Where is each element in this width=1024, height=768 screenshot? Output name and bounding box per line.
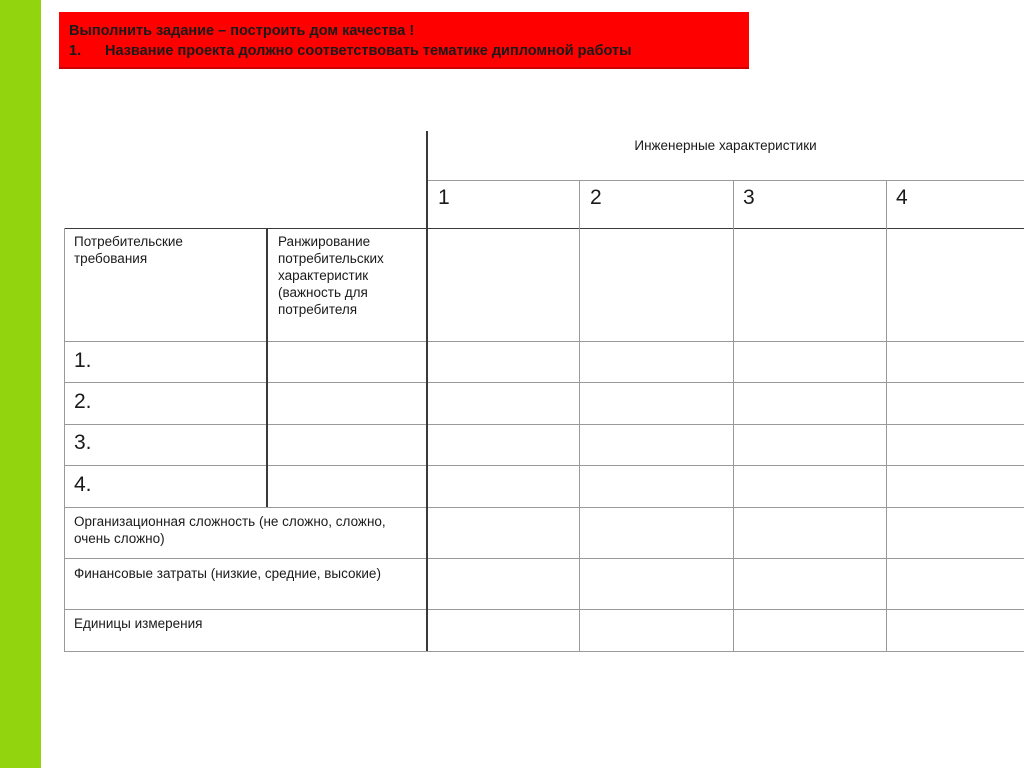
ranking-header: Ранжирование потребительских характеристик (важность для потребителя [278,234,384,317]
organizational-complexity-row: Организационная сложность (не сложно, сложно, очень сложно) [74,514,386,546]
grid-line [427,180,1024,181]
grid-line [64,382,1024,383]
grid-line [579,180,580,651]
characteristic-column-1: 1 [438,186,450,209]
grid-line [64,651,1024,652]
grid-line [64,558,1024,559]
banner-line-1: Выполнить задание – построить дом качества ! [69,23,415,39]
characteristic-column-4: 4 [896,186,908,209]
grid-line [64,507,1024,508]
grid-line [886,180,887,651]
left-accent-bar [0,0,41,768]
grid-line [64,228,65,651]
banner-item-text: Название проекта должно соответствовать тематике дипломной работы [105,43,632,59]
financial-costs-row: Финансовые затраты (низкие, средние, высокие) [74,566,381,581]
requirement-row-4: 4. [74,473,92,496]
units-of-measure-row: Единицы измерения [74,616,203,631]
grid-line [426,131,428,651]
grid-line [64,465,1024,466]
engineering-characteristics-header: Инженерные характеристики [634,138,817,153]
grid-line [266,228,268,507]
banner-line-2 [69,41,739,61]
requirement-row-3: 3. [74,431,92,454]
banner-item-number: 1. [69,43,82,59]
requirement-row-2: 2. [74,390,92,413]
consumer-requirements-header: Потребительские требования [74,234,183,266]
grid-line [64,424,1024,425]
requirement-row-1: 1. [74,349,92,372]
characteristic-column-3: 3 [743,186,755,209]
grid-line [64,609,1024,610]
grid-line [733,180,734,651]
characteristic-column-2: 2 [590,186,602,209]
grid-line [64,228,1024,229]
grid-line [64,341,1024,342]
task-banner [59,12,749,69]
